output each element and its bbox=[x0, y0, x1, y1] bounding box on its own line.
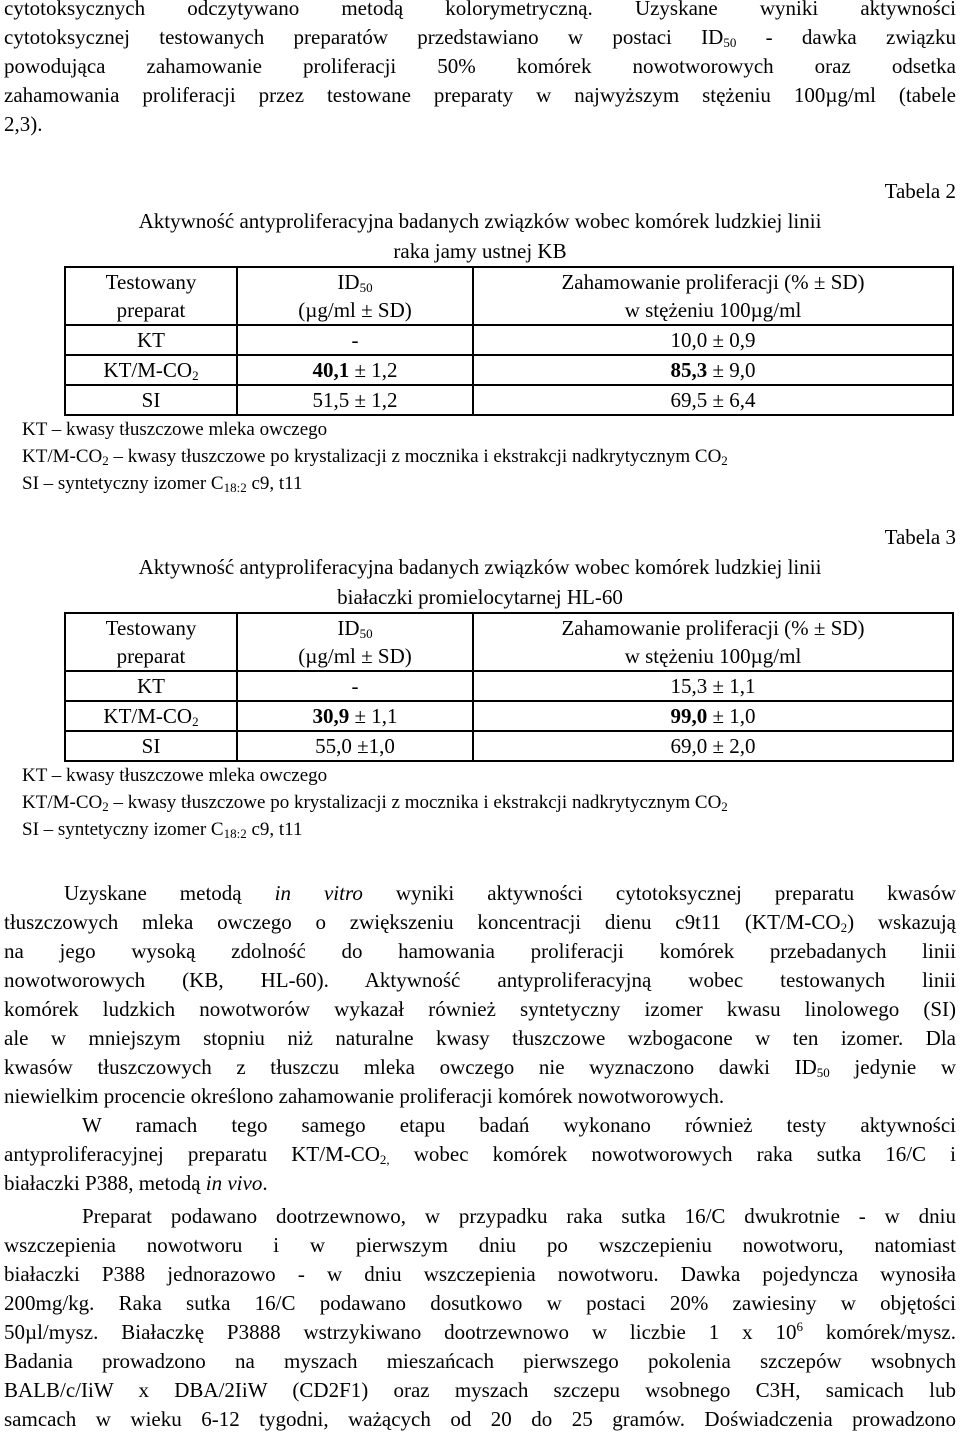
cell-preparation: SI bbox=[65, 385, 237, 415]
text-line: antyproliferacyjnej preparatu $KT/M-CO_{2,}$ wobec komórek nowotworowych raka sutka 16/C i bbox=[4, 1142, 956, 1167]
table-header-row bbox=[65, 613, 953, 671]
text-line: Badania prowadzono na myszach mieszańcach pierwszego pokolenia szczepów wsobnych bbox=[4, 1349, 956, 1373]
table-legend: KT – kwasy tłuszczowe mleka owczego $KT/M-CO_2$ – kwasy tłuszczowe po krystalizacji z mocznika i ekstrakcji nadkrytycznym $CO_2$ SI – syntetyczny izomer $C_{18:2}$ c9, t11 bbox=[22, 765, 728, 841]
cell-id50: - bbox=[237, 325, 473, 355]
text-line: Preparat podawano dootrzewnowo, w przypadku raka sutka 16/C dwukrotnie - w dniu bbox=[82, 1204, 956, 1228]
text-line: białaczki P388 jednorazowo - w dniu wszczepienia nowotworu. Dawka pojedyncza wynosiła bbox=[4, 1262, 956, 1286]
table-header-row bbox=[65, 267, 953, 325]
table-3-block bbox=[4, 523, 956, 843]
table-legend: KT – kwasy tłuszczowe mleka owczego $KT/M-CO_2$ – kwasy tłuszczowe po krystalizacji z mocznika i ekstrakcji nadkrytycznym $CO_2$ SI – syntetyczny izomer $C_{18:2}$ c9, t11 bbox=[22, 419, 728, 495]
text-line: na jego wysoką zdolność do hamowania proliferacji komórek przebadanych linii bbox=[4, 939, 956, 963]
cell-preparation: SI bbox=[65, 731, 237, 761]
text-line: W ramach tego samego etapu badań wykonano również testy aktywności bbox=[82, 1113, 956, 1137]
header-cell-inhibition: Zahamowanie proliferacji (% ± SD) w stężeniu 100µg/ml bbox=[473, 613, 953, 671]
cell-inhibition: 99,0 ± 1,0 bbox=[473, 701, 953, 731]
table-row bbox=[65, 701, 953, 731]
text-line: BALB/c/IiW x DBA/2IiW (CD2F1) oraz myszach szczepu wsobnego C3H, samicach lub bbox=[4, 1378, 956, 1402]
header-cell-inhibition: Zahamowanie proliferacji (% ± SD) w stężeniu 100µg/ml bbox=[473, 267, 953, 325]
body-paragraph bbox=[4, 1111, 956, 1198]
text-line: niewielkim procencie określono zahamowanie proliferacji komórek nowotworowych. bbox=[4, 1084, 725, 1108]
text-line: białaczki P388, metodą in vivo. bbox=[4, 1171, 268, 1195]
document-page bbox=[4, 0, 956, 1434]
table-row bbox=[65, 355, 953, 385]
cell-id50: - bbox=[237, 671, 473, 701]
cell-preparation: $KT/M-CO_2$ bbox=[65, 701, 237, 731]
header-cell-preparation: Testowany preparat bbox=[65, 267, 237, 325]
intro-paragraph bbox=[4, 0, 956, 139]
cell-id50: 55,0 ±1,0 bbox=[237, 731, 473, 761]
text-line: kwasów tłuszczowych z tłuszczu mleka owczego nie wyznaczono dawki $ID_{50}$ jedynie w bbox=[4, 1055, 957, 1080]
text-line: wszczepienia nowotworu i w pierwszym dniu po wszczepieniu nowotworu, natomiast bbox=[4, 1233, 956, 1257]
text-line: 50µl/mysz. Białaczkę P3888 wstrzykiwano dootrzewnowo w liczbie 1 x $10^6$ komórek/mysz. bbox=[4, 1319, 956, 1344]
cell-inhibition: 69,0 ± 2,0 bbox=[473, 731, 953, 761]
cell-id50: 30,9 ± 1,1 bbox=[237, 701, 473, 731]
cell-preparation: KT bbox=[65, 325, 237, 355]
text-line: komórek ludzkich nowotworów wykazał również syntetyczny izomer kwasu linolowego (SI) bbox=[4, 997, 956, 1021]
header-cell-id50: $ID_{50}$ (µg/ml ± SD) bbox=[237, 267, 473, 325]
text-line: tłuszczowych mleka owczego o zwiększeniu koncentracji dienu c9t11 $(KT/M-CO_2)$ wskazują bbox=[4, 910, 956, 935]
table-row bbox=[65, 671, 953, 701]
cell-inhibition: 10,0 ± 0,9 bbox=[473, 325, 953, 355]
data-table bbox=[64, 612, 954, 762]
text-line: Uzyskane metodą in vitro wyniki aktywności cytotoksycznej preparatu kwasów bbox=[64, 881, 956, 905]
body-paragraph bbox=[4, 1202, 956, 1434]
table-row bbox=[65, 731, 953, 761]
table-2-block bbox=[4, 177, 956, 497]
table-row bbox=[65, 385, 953, 415]
text-line: 200mg/kg. Raka sutka 16/C podawano dosutkowo w postaci 20% zawiesiny w objętości bbox=[4, 1291, 956, 1315]
text-line: zahamowania proliferacji przez testowane preparaty w najwyższym stężeniu 100µg/ml (tabele bbox=[4, 83, 956, 107]
cell-preparation: KT bbox=[65, 671, 237, 701]
text-line: 2,3). bbox=[4, 112, 43, 136]
table-row bbox=[65, 325, 953, 355]
table-label: Tabela 2 bbox=[884, 179, 956, 203]
cell-id50: 40,1 ± 1,2 bbox=[237, 355, 473, 385]
header-cell-preparation: Testowany preparat bbox=[65, 613, 237, 671]
cell-inhibition: 69,5 ± 6,4 bbox=[473, 385, 953, 415]
cell-inhibition: 15,3 ± 1,1 bbox=[473, 671, 953, 701]
cell-preparation: $KT/M-CO_2$ bbox=[65, 355, 237, 385]
table-label: Tabela 3 bbox=[884, 525, 956, 549]
cell-id50: 51,5 ± 1,2 bbox=[237, 385, 473, 415]
text-line: nowotworowych (KB, HL-60). Aktywność antyproliferacyjną wobec testowanych linii bbox=[4, 968, 956, 992]
text-line: cytotoksycznej testowanych preparatów przedstawiano w postaci $ID_{50}$ - dawka związku bbox=[4, 25, 956, 50]
table-caption: Aktywność antyproliferacyjna badanych związków wobec komórek ludzkiej linii raka jamy ustnej KB bbox=[138, 209, 822, 263]
text-line: ale w mniejszym stopniu niż naturalne kwasy tłuszczowe wzbogacone w ten izomer. Dla bbox=[4, 1026, 956, 1050]
text-line: cytotoksycznych odczytywano metodą kolorymetryczną. Uzyskane wyniki aktywności bbox=[4, 0, 956, 20]
cell-inhibition: 85,3 ± 9,0 bbox=[473, 355, 953, 385]
text-line: samcach w wieku 6-12 tygodni, ważących od 20 do 25 gramów. Doświadczenia prowadzono bbox=[4, 1407, 956, 1431]
header-cell-id50: $ID_{50}$ (µg/ml ± SD) bbox=[237, 613, 473, 671]
data-table bbox=[64, 266, 954, 416]
table-caption: Aktywność antyproliferacyjna badanych związków wobec komórek ludzkiej linii białaczki promielocytarnej HL-60 bbox=[138, 555, 822, 609]
text-line: powodująca zahamowanie proliferacji 50% komórek nowotworowych oraz odsetka bbox=[4, 54, 956, 78]
body-paragraph bbox=[4, 879, 956, 1111]
